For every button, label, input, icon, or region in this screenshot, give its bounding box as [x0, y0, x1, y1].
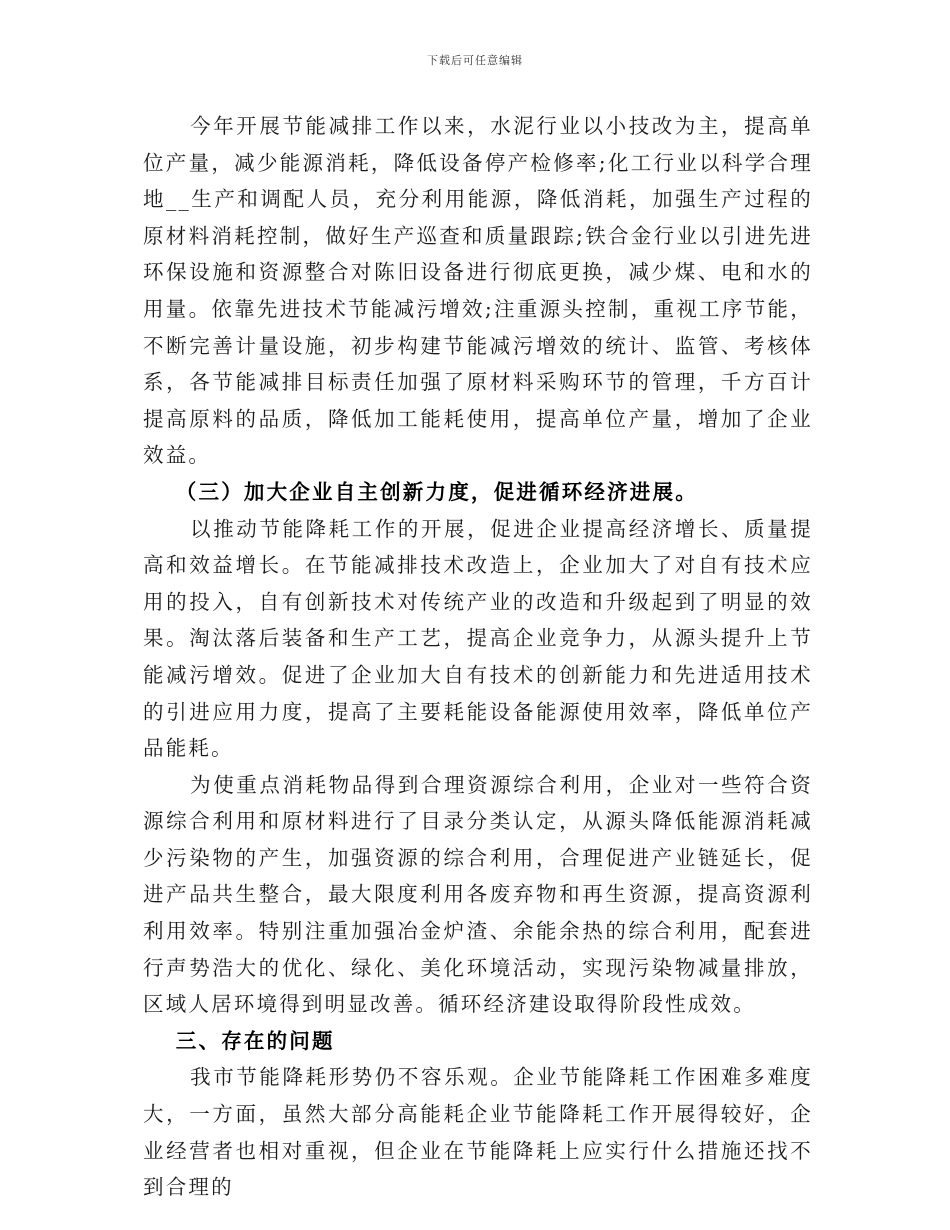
- paragraph-4: 我市节能降耗形势仍不容乐观。企业节能降耗工作困难多难度大，一方面，虽然大部分高能耗企业节能降耗工作开展得较好，企业经营者也相对重视，但企业在节能降耗上应实行什么措施还找不到合理的: [143, 1065, 813, 1200]
- paragraph-2: 以推动节能降耗工作的开展，促进企业提高经济增长、质量提高和效益增长。在节能减排技术改造上，企业加大了对自有技术应用的投入，自有创新技术对传统产业的改造和升级起到了明显的效果。淘汰落后装备和生产工艺，提高企业竞争力，从源头提升上节能减污增效。促进了企业加大自有技术的创新能力和先进适用技术的引进应用力度，提高了主要耗能设备能源使用效率，降低单位产品能耗。: [143, 516, 813, 761]
- section-heading-problems: 三、存在的问题: [175, 1028, 335, 1053]
- page-header-note: 下载后可任意编辑: [427, 54, 523, 67]
- document-body: [143, 108, 813, 1206]
- paragraph-1: 今年开展节能减排工作以来，水泥行业以小技改为主，提高单位产量，减少能源消耗，降低设备停产检修率;化工行业以科学合理地__生产和调配人员，充分利用能源，降低消耗，加强生产过程的原材料消耗控制，做好生产巡查和质量跟踪;铁合金行业以引进先进环保设施和资源整合对陈旧设备进行彻底更换，减少煤、电和水的用量。依靠先进技术节能减污增效;注重源头控制，重视工序节能，不断完善计量设施，初步构建节能减污增效的统计、监管、考核体系，各节能减排目标责任加强了原材料采购环节的管理，千方百计提高原料的品质，降低加工能耗使用，提高单位产量，增加了企业效益。: [143, 114, 813, 468]
- section-heading-3: （三）加大企业自主创新力度，促进循环经济进展。: [175, 479, 698, 504]
- paragraph-3: 为使重点消耗物品得到合理资源综合利用，企业对一些符合资源综合利用和原材料进行了目录分类认定，从源头降低能源消耗减少污染物的产生，加强资源的综合利用，合理促进产业链延长，促进产品共生整合，最大限度利用各废弃物和再生资源，提高资源利利用效率。特别注重加强冶金炉渣、余能余热的综合利用，配套进行声势浩大的优化、绿化、美化环境活动，实现污染物减量排放，区域人居环境得到明显改善。循环经济建设取得阶段性成效。: [143, 772, 813, 1017]
